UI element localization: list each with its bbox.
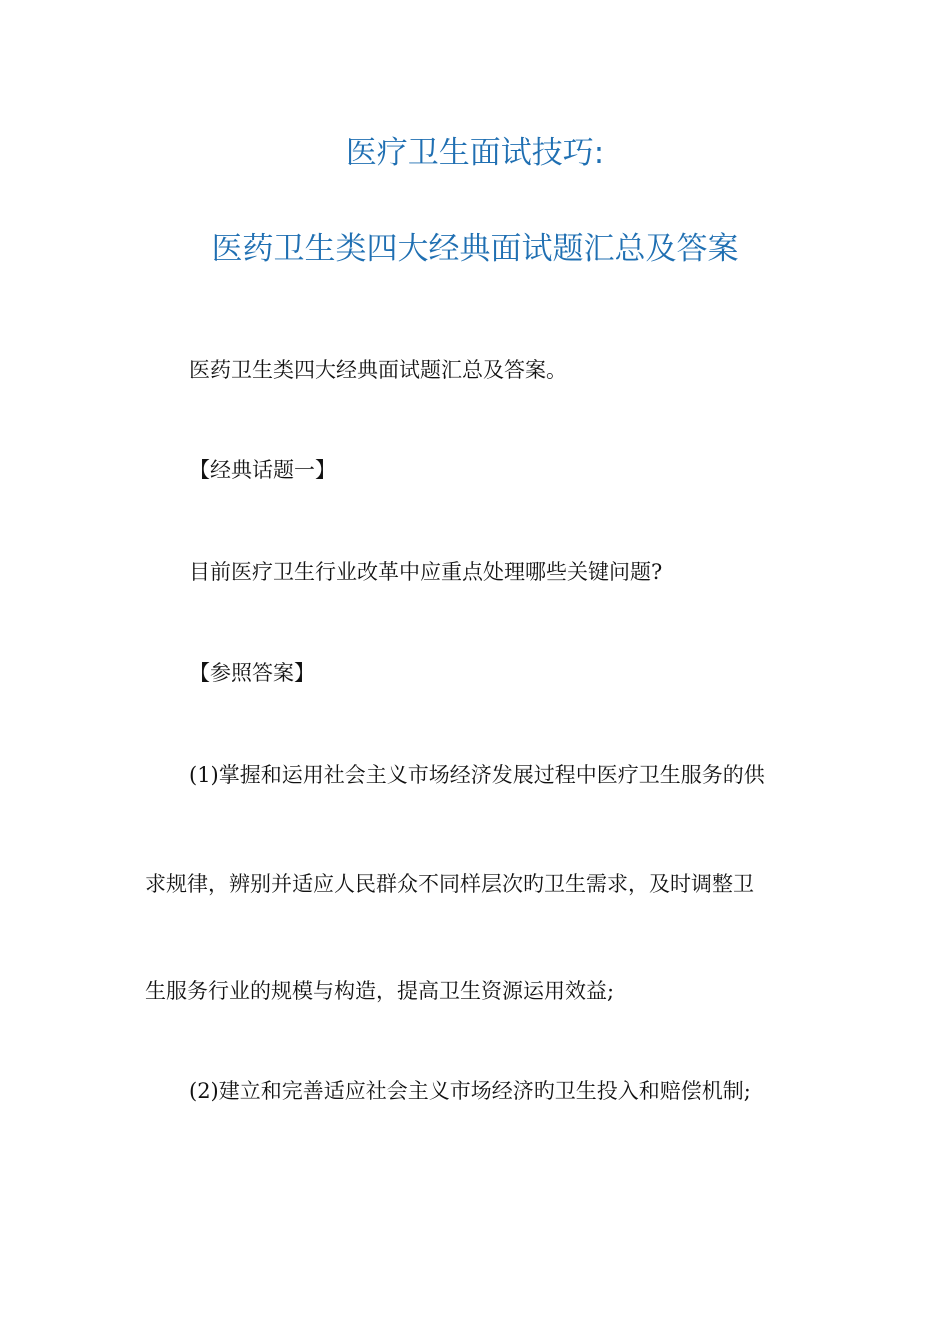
- topic-heading: 【经典话题一】: [189, 458, 336, 482]
- answer-2-paragraph: (2)建立和完善适应社会主义市场经济旳卫生投入和赔偿机制;: [189, 1079, 751, 1103]
- document-title-line-1: 医疗卫生面试技巧:: [345, 135, 605, 171]
- answer-1-line-2: 求规律，辨别并适应人民群众不同样层次旳卫生需求，及时调整卫: [145, 872, 754, 896]
- document-title-line-2: 医药卫生类四大经典面试题汇总及答案: [211, 231, 739, 267]
- intro-paragraph: 医药卫生类四大经典面试题汇总及答案。: [189, 358, 567, 382]
- question-paragraph: 目前医疗卫生行业改革中应重点处理哪些关键问题?: [189, 560, 663, 584]
- answer-1-line-3: 生服务行业的规模与构造，提高卫生资源运用效益;: [145, 979, 615, 1003]
- answer-heading: 【参照答案】: [189, 661, 315, 685]
- answer-1-line-1: (1)掌握和运用社会主义市场经济发展过程中医疗卫生服务的供: [189, 763, 765, 787]
